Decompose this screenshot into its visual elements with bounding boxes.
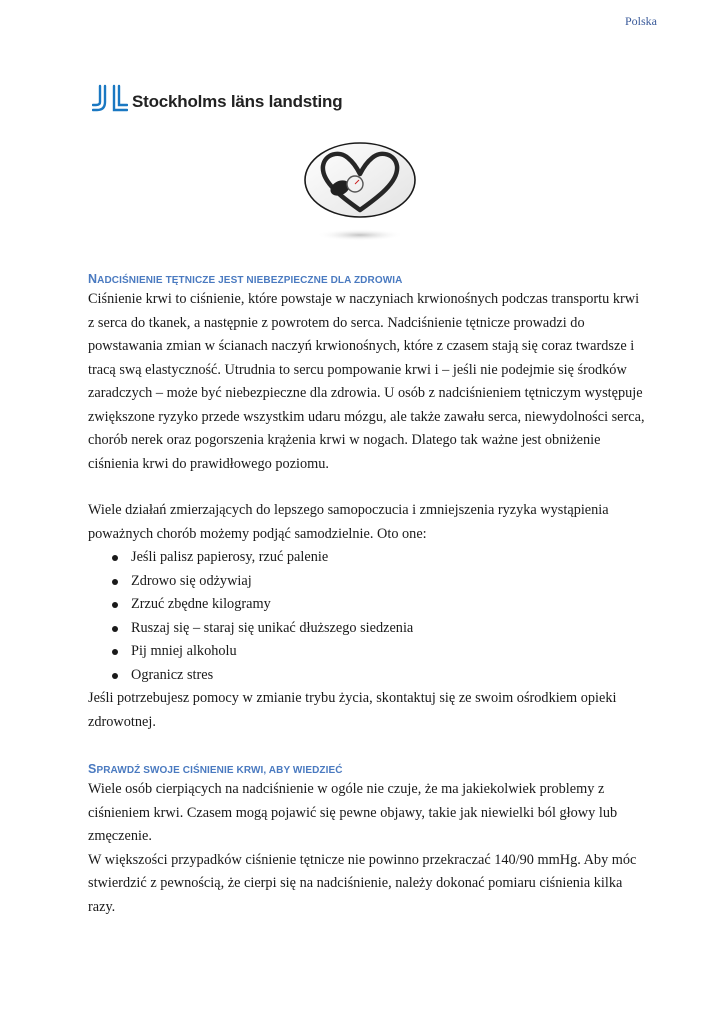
logo-text: Stockholms läns landsting: [132, 92, 343, 111]
list-item: Ruszaj się – staraj się unikać dłuższego siedzenia: [88, 617, 648, 641]
list-item: Zrzuć zbędne kilogramy: [88, 593, 648, 617]
section-heading-hypertension-danger: NADCIŚNIENIE TĘTNICZE JEST NIEBEZPIECZNE DLA ZDROWIA: [88, 272, 403, 286]
paragraph-help-contact: Jeśli potrzebujesz pomocy w zmianie trybu życia, skontaktuj się ze swoim ośrodkiem opieki zdrowotnej.: [88, 690, 617, 730]
list-item: Jeśli palisz papierosy, rzuć palenie: [88, 546, 648, 570]
paragraph-measurement: W większości przypadków ciśnienie tętnicze nie powinno przekraczać 140/90 mmHg. Aby móc stwierdzić z pewnością, że cierpi się na nadciśnienie, należy dokonać pomiaru ciśnienia kilka razy.: [88, 851, 637, 915]
language-label: Polska: [624, 14, 657, 28]
section-heading-check-pressure: SPRAWDŹ SWOJE CIŚNIENIE KRWI, ABY WIEDZIEĆ: [88, 762, 343, 776]
paragraph-lifestyle-intro: Wiele działań zmierzających do lepszego samopoczucia i zmniejszenia ryzyka wystąpienia poważnych chorób możemy podjąć samodzielnie. Oto one:: [88, 502, 609, 542]
list-item: Pij mniej alkoholu: [88, 640, 648, 664]
list-item: Zdrowo się odżywiaj: [88, 570, 648, 594]
stethoscope-heart-photo: [303, 140, 417, 244]
list-item: Ogranicz stres: [88, 664, 648, 688]
sll-logo-icon: [92, 84, 128, 114]
document-body: [88, 272, 648, 919]
paragraph-blood-pressure-explanation: Ciśnienie krwi to ciśnienie, które powstaje w naczyniach krwionośnych podczas transportu krwi z serca do tkanek, a następnie z powrotem do serca. Nadciśnienie tętnicze prowadzi do powstawania zmian w ścianach naczyń krwionośnych, które z czasem stają się coraz twardsze i tracą swą elastyczność. Utrudnia to sercu pompowanie krwi i – jeśli nie podejmie się środków zaradczych – może być niebezpieczne dla zdrowia. U osób z nadciśnieniem tętniczym występuje zwiększone ryzyko przede wszystkim udaru mózgu, ale także zawału serca, niewydolności serca, chorób nerek oraz pogorszenia krążenia krwi w nogach. Dlatego tak ważne jest obniżenie ciśnienia krwi do prawidłowego poziomu.: [88, 291, 645, 472]
lifestyle-list: [88, 546, 648, 687]
paragraph-symptoms: Wiele osób cierpiących na nadciśnienie w ogóle nie czuje, że ma jakiekolwiek problemy z ciśnieniem krwi. Czasem mogą pojawić się pewne objawy, takie jak niewielki ból głowy lub zmęczenie.: [88, 781, 618, 844]
organization-logo: [92, 84, 342, 114]
